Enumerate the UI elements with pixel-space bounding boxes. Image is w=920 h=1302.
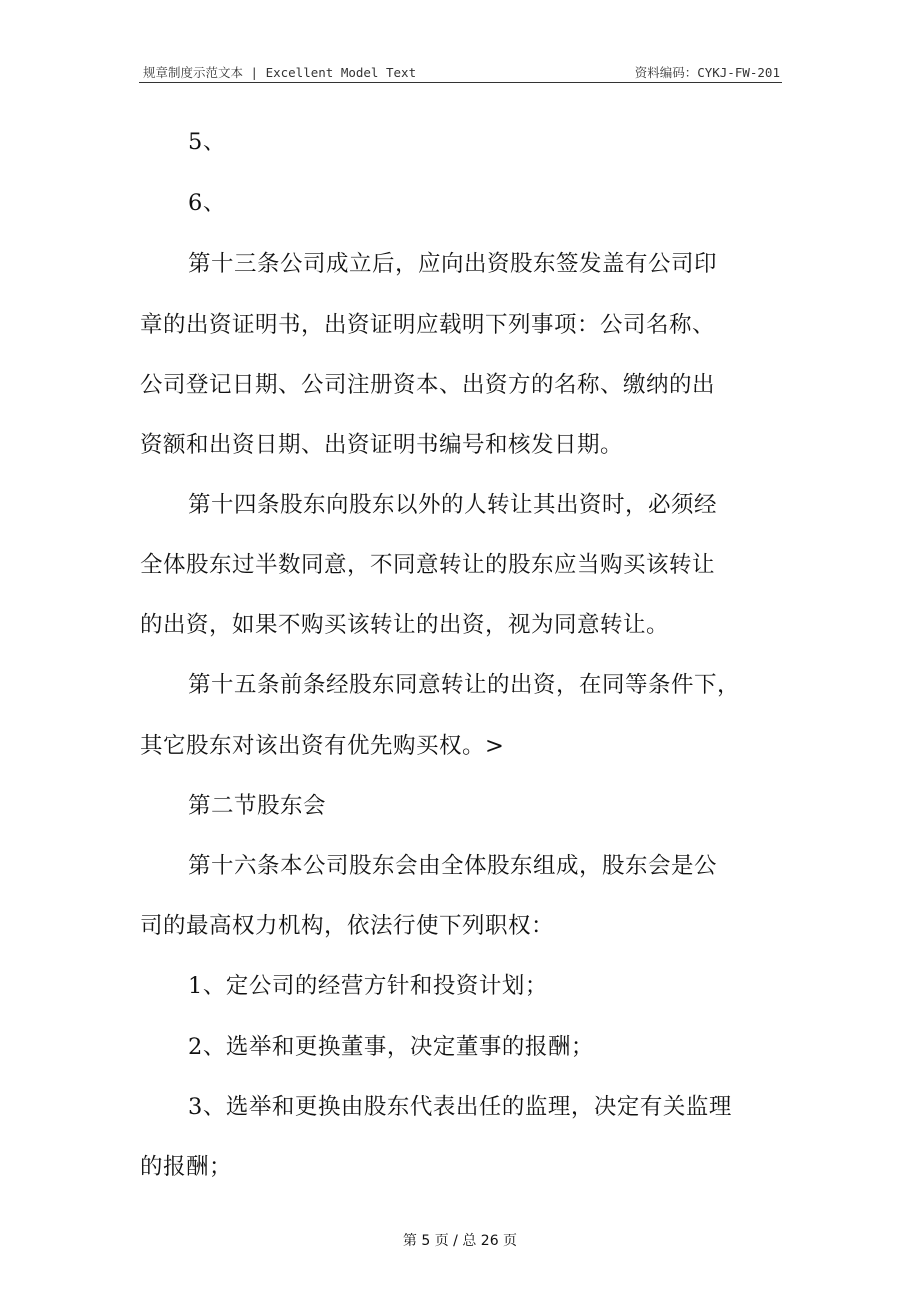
list-item: 1、定公司的经营方针和投资计划； bbox=[188, 973, 548, 999]
list-item: 2、选举和更换董事，决定董事的报酬； bbox=[188, 1034, 594, 1060]
paragraph-line: 的报酬； bbox=[140, 1154, 233, 1180]
header-title: 规章制度示范文本 | Excellent Model Text bbox=[143, 65, 417, 80]
paragraph-line: 其它股东对该出资有优先购买权。> bbox=[140, 733, 505, 759]
paragraph-line: 的出资，如果不购买该转让的出资，视为同意转让。 bbox=[140, 612, 670, 638]
header-doc-code: 资料编码：CYKJ-FW-201 bbox=[634, 65, 780, 80]
paragraph-line: 6、 bbox=[188, 190, 226, 216]
paragraph-line: 资额和出资日期、出资证明书编号和核发日期。 bbox=[140, 432, 624, 458]
paragraph-line: 第十三条公司成立后，应向出资股东签发盖有公司印 bbox=[188, 251, 718, 277]
paragraph-line: 章的出资证明书，出资证明应载明下列事项：公司名称、 bbox=[140, 312, 716, 338]
paragraph-line: 第十四条股东向股东以外的人转让其出资时，必须经 bbox=[188, 492, 718, 518]
paragraph-line: 全体股东过半数同意，不同意转让的股东应当购买该转让 bbox=[140, 552, 716, 578]
paragraph-line: 司的最高权力机构，依法行使下列职权： bbox=[140, 913, 555, 939]
paragraph-line: 5、 bbox=[188, 129, 226, 155]
page-footer bbox=[0, 1230, 920, 1250]
section-heading: 第二节股东会 bbox=[188, 793, 327, 819]
page-header bbox=[139, 62, 782, 83]
list-item: 3、选举和更换由股东代表出任的监理，决定有关监理 bbox=[188, 1094, 732, 1120]
page-number: 第 5 页 / 总 26 页 bbox=[402, 1233, 518, 1249]
paragraph-line: 第十五条前条经股东同意转让的出资，在同等条件下， bbox=[188, 672, 741, 698]
paragraph-line: 公司登记日期、公司注册资本、出资方的名称、缴纳的出 bbox=[140, 372, 716, 398]
paragraph-line: 第十六条本公司股东会由全体股东组成，股东会是公 bbox=[188, 853, 718, 879]
